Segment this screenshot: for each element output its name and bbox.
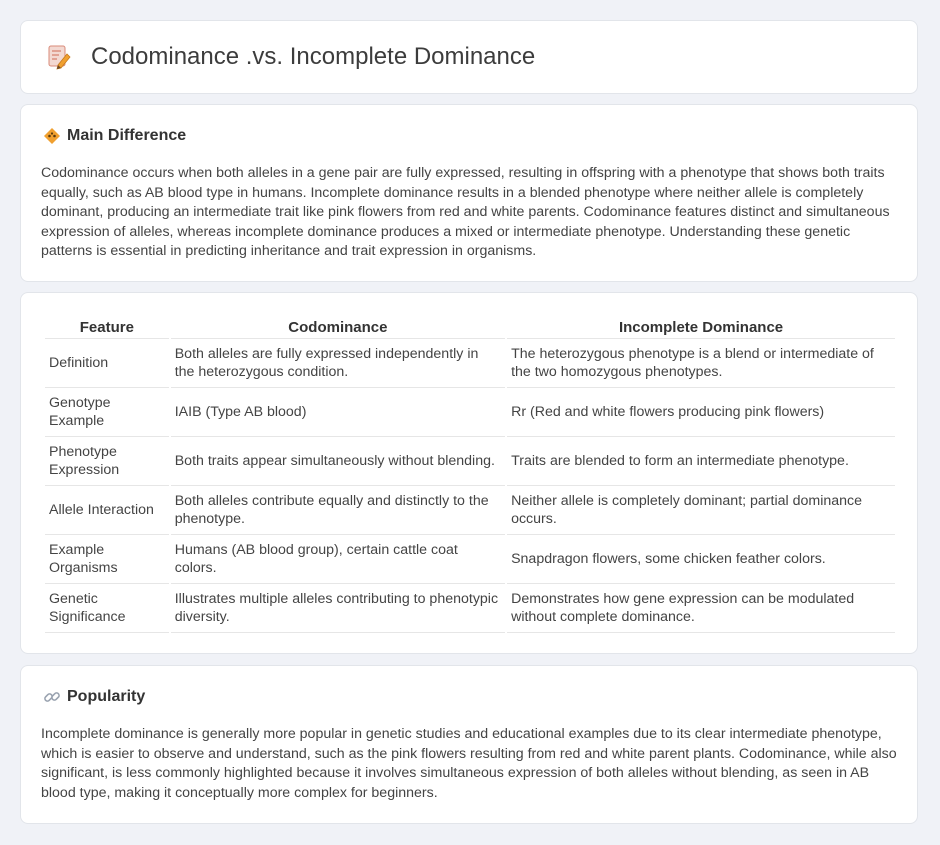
table-row [45,535,895,584]
row-feature: Genetic Significance [45,584,169,633]
main-difference-heading [43,127,186,145]
row-codominance: IAIB (Type AB blood) [171,388,505,437]
document-pencil-icon [47,44,71,70]
popularity-card [20,665,918,824]
row-incomplete: Neither allele is completely dominant; partial dominance occurs. [507,486,895,535]
comparison-card [20,292,918,654]
row-feature: Phenotype Expression [45,437,169,486]
section-title: Popularity [67,688,146,705]
row-codominance: Illustrates multiple alleles contributing to phenotypic diversity. [171,584,505,633]
row-incomplete: Traits are blended to form an intermediate phenotype. [507,437,895,486]
main-difference-text: Codominance occurs when both alleles in a gene pair are fully expressed, resulting in offspring with a phenotype that shows both traits equally, such as AB blood type in humans. Incomplete dominance results in a blended phenotype where neither allele is completely dominant, producing an intermediate trait like pink flowers from red and white parents. Codominance features distinct and simultaneous expression of alleles, whereas incomplete dominance produces a mixed or intermediate phenotype. Understanding these genetic patterns is essential in predicting inheritance and trait expression in organisms. [41,165,890,260]
comparison-table [43,317,897,633]
table-row [45,388,895,437]
row-codominance: Humans (AB blood group), certain cattle coat colors. [171,535,505,584]
row-codominance: Both traits appear simultaneously without blending. [171,437,505,486]
row-codominance: Both alleles are fully expressed independently in the heterozygous condition. [171,339,505,388]
row-incomplete: Snapdragon flowers, some chicken feather colors. [507,535,895,584]
row-incomplete: Rr (Red and white flowers producing pink flowers) [507,388,895,437]
warning-diamond-icon [43,127,61,145]
header-incomplete-dominance: Incomplete Dominance [507,317,895,339]
section-title: Main Difference [67,127,187,144]
row-incomplete: Demonstrates how gene expression can be modulated without complete dominance. [507,584,895,633]
row-incomplete: The heterozygous phenotype is a blend or intermediate of the two homozygous phenotypes. [507,339,895,388]
header-codominance: Codominance [171,317,505,339]
row-feature: Genotype Example [45,388,169,437]
row-codominance: Both alleles contribute equally and distinctly to the phenotype. [171,486,505,535]
link-icon [43,688,61,706]
popularity-heading [43,688,145,706]
main-difference-card [20,104,918,282]
page-title: Codominance .vs. Incomplete Dominance [91,43,536,70]
header-feature: Feature [45,317,169,339]
row-feature: Definition [45,339,169,388]
title-card [20,20,918,94]
row-feature: Example Organisms [45,535,169,584]
table-row [45,437,895,486]
table-row [45,584,895,633]
table-row [45,486,895,535]
popularity-text: Incomplete dominance is generally more popular in genetic studies and educational examples due to its clear intermediate phenotype, which is easier to observe and understand, such as the pink flowers resulting from red and white parent plants. Codominance, while also significant, is less commonly highlighted because it involves simultaneous expression of both alleles without blending, as seen in AB blood type, making it conceptually more complex for beginners. [41,726,897,801]
table-row [45,339,895,388]
table-header-row [45,317,895,339]
row-feature: Allele Interaction [45,486,169,535]
